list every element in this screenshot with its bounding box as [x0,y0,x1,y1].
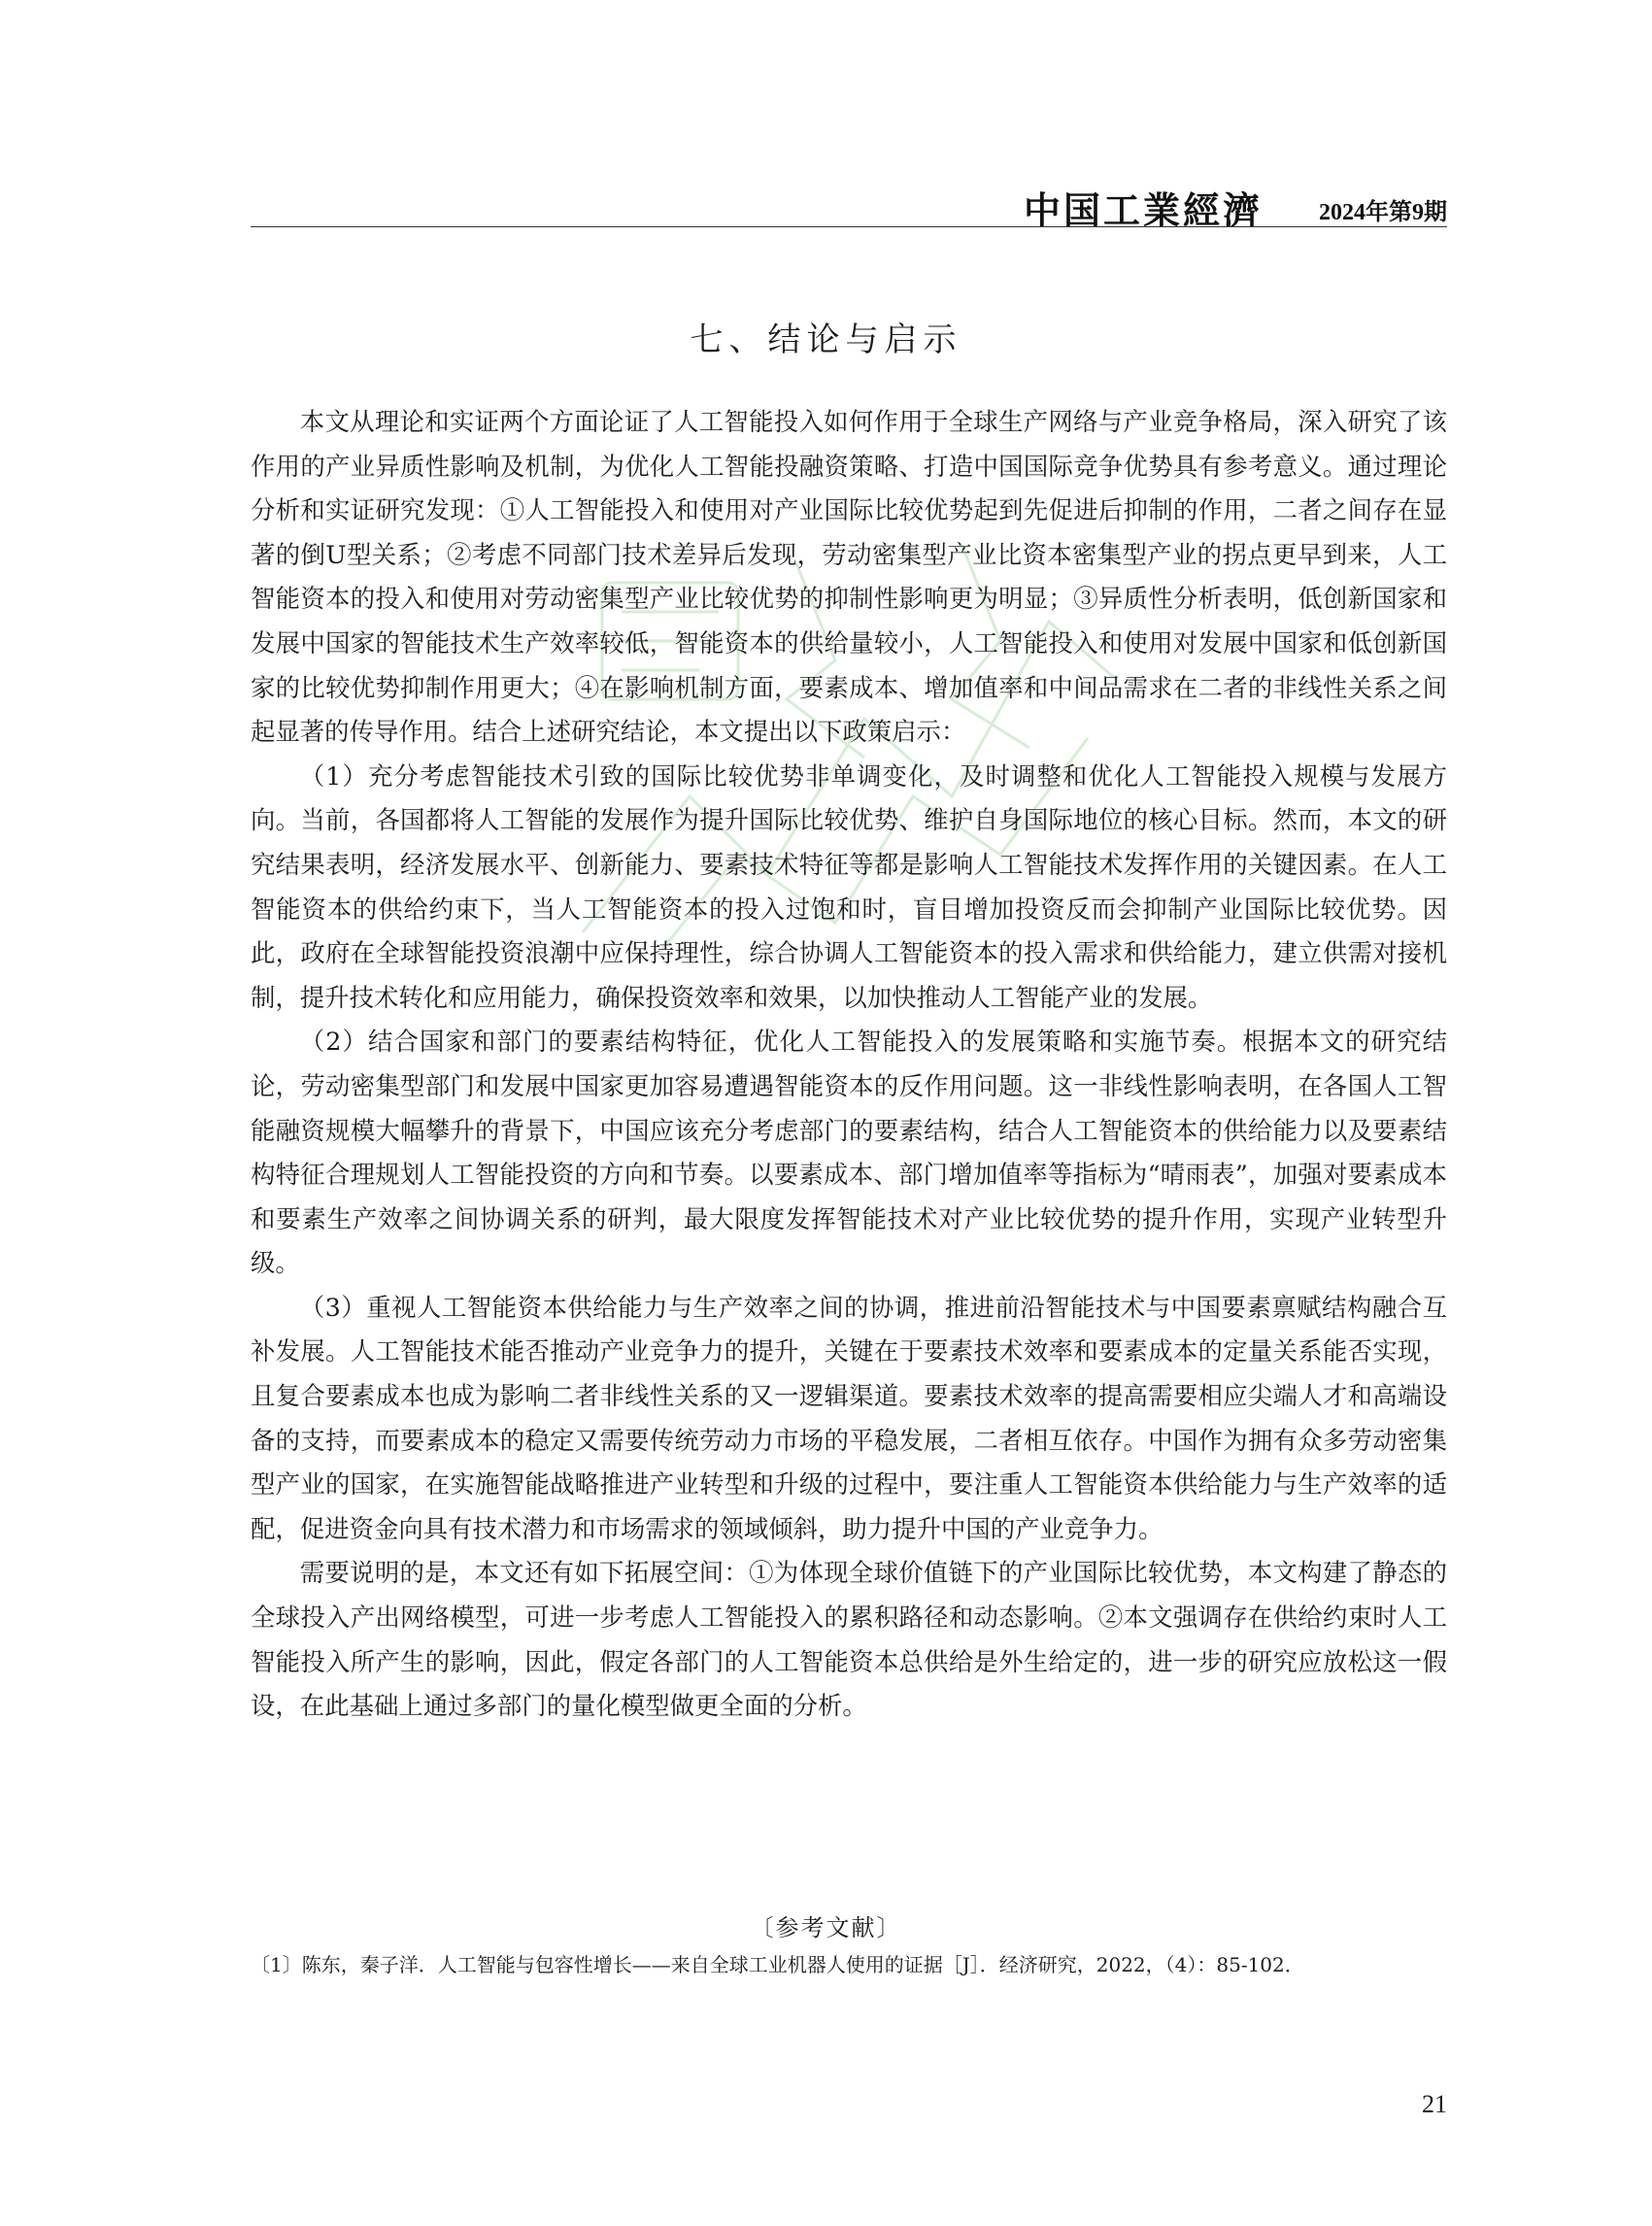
reference-item: 〔1〕陈东，秦子洋．人工智能与包容性增长——来自全球工业机器人使用的证据［J］．经济研究，2022，（4）：85-102． [251,1953,1304,1976]
body-text [251,400,1447,1729]
paragraph-summary: 本文从理论和实证两个方面论证了人工智能投入如何作用于全球生产网络与产业竞争格局，深入研究了该作用的产业异质性影响及机制，为优化人工智能投融资策略、打造中国国际竞争优势具有参考意义。通过理论分析和实证研究发现：①人工智能投入和使用对产业国际比较优势起到先促进后抑制的作用，二者之间存在显著的倒U型关系；②考虑不同部门技术差异后发现，劳动密集型产业比资本密集型产业的拐点更早到来，人工智能资本的投入和使用对劳动密集型产业比较优势的抑制性影响更为明显；③异质性分析表明，低创新国家和发展中国家的智能技术生产效率较低，智能资本的供给量较小，人工智能投入和使用对发展中国家和低创新国家的比较优势抑制作用更大；④在影响机制方面，要素成本、增加值率和中间品需求在二者的非线性关系之间起显著的传导作用。结合上述研究结论，本文提出以下政策启示： [251,407,1447,747]
paragraph-policy-1: （1）充分考虑智能技术引致的国际比较优势非单调变化，及时调整和优化人工智能投入规模与发展方向。当前，各国都将人工智能的发展作为提升国际比较优势、维护自身国际地位的核心目标。然而，本文的研究结果表明，经济发展水平、创新能力、要素技术特征等都是影响人工智能技术发挥作用的关键因素。在人工智能资本的供给约束下，当人工智能资本的投入过饱和时，盲目增加投资反而会抑制产业国际比较优势。因此，政府在全球智能投资浪潮中应保持理性，综合协调人工智能资本的投入需求和供给能力，建立供需对接机制，提升技术转化和应用能力，确保投资效率和效果，以加快推动人工智能产业的发展。 [251,760,1447,1012]
paragraph-policy-2: （2）结合国家和部门的要素结构特征，优化人工智能投入的发展策略和实施节奏。根据本文的研究结论，劳动密集型部门和发展中国家更加容易遭遇智能资本的反作用问题。这一非线性影响表明，在各国人工智能融资规模大幅攀升的背景下，中国应该充分考虑部门的要素结构，结合人工智能资本的供给能力以及要素结构特征合理规划人工智能投资的方向和节奏。以要素成本、部门增加值率等指标为“晴雨表”，加强对要素成本和要素生产效率之间协调关系的研判，最大限度发挥智能技术对产业比较优势的提升作用，实现产业转型升级。 [251,1027,1447,1278]
section-title: 七、结论与启示 [690,320,962,359]
references-title: 〔参考文献〕 [750,1914,902,1941]
issue-number: 2024年第9期 [1319,200,1447,225]
journal-name: 中国工業經濟 [1023,188,1263,232]
paragraph-limitations: 需要说明的是，本文还有如下拓展空间：①为体现全球价值链下的产业国际比较优势，本文构建了静态的全球投入产出网络模型，可进一步考虑人工智能投入的累积路径和动态影响。②本文强调存在供给约束时人工智能投入所产生的影响，因此，假定各部门的人工智能资本总供给是外生给定的，进一步的研究应放松这一假设，在此基础上通过多部门的量化模型做更全面的分析。 [251,1558,1447,1721]
paragraph-policy-3: （3）重视人工智能资本供给能力与生产效率之间的协调，推进前沿智能技术与中国要素禀赋结构融合互补发展。人工智能技术能否推动产业竞争力的提升，关键在于要素技术效率和要素成本的定量关系能否实现，且复合要素成本也成为影响二者非线性关系的又一逻辑渠道。要素技术效率的提高需要相应尖端人才和高端设备的支持，而要素成本的稳定又需要传统劳动力市场的平稳发展，二者相互依存。中国作为拥有众多劳动密集型产业的国家，在实施智能战略推进产业转型和升级的过程中，要注重人工智能资本供给能力与生产效率的适配，促进资金向具有技术潜力和市场需求的领域倾斜，助力提升中国的产业竞争力。 [251,1292,1447,1543]
page-number: 21 [1422,2090,1447,2118]
header-rule [251,226,1447,227]
running-header [251,181,1447,232]
